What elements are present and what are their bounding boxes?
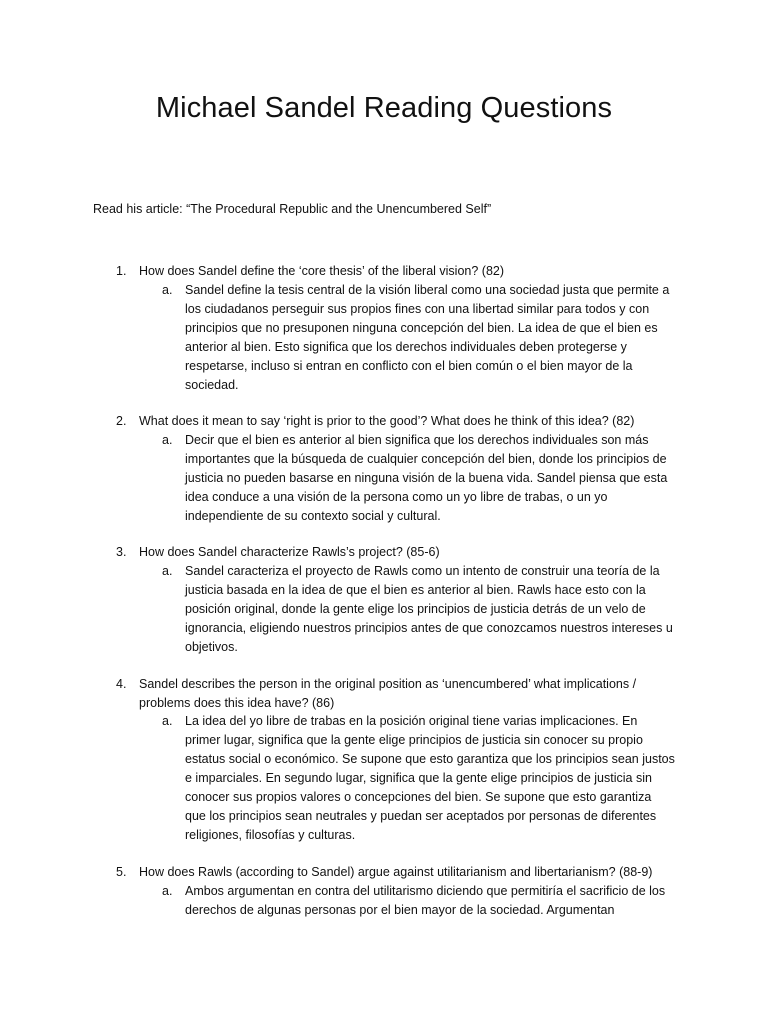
answer-text: La idea del yo libre de trabas en la posición original tiene varias implicaciones. En primer lugar, significa que la gente elige principios de justicia sin conocer su propio estatus social o económico. Se supone que esto garantiza que los principios sean justos e imparciales. En segundo lugar, significa que la gente elige principios de justicia sin conocer sus propios valores o concepciones del bien. Se supone que esto garantiza que los principios sean neutrales y puedan ser aceptados por personas de diferentes religiones, filosofías y culturas. xyxy=(185,714,675,842)
question-text: What does it mean to say ‘right is prior to the good’? What does he think of this idea? (82) xyxy=(139,414,635,428)
answer-text: Ambos argumentan en contra del utilitarismo diciendo que permitiría el sacrificio de los derechos de algunas personas por el bien mayor de la sociedad. Argumentan xyxy=(185,884,666,917)
question-text: How does Sandel define the ‘core thesis’ of the liberal vision? (82) xyxy=(139,264,505,278)
question-number: 5. xyxy=(116,865,127,879)
answer-letter: a. xyxy=(162,433,173,447)
answer-text: Sandel caracteriza el proyecto de Rawls como un intento de construir una teoría de la justicia basada en la idea de que el bien es anterior al bien. Rawls hace esto con la posición original, donde la gente elige los principios de justicia detrás de un velo de ignorancia, eligiendo nuestros principios antes de que conozcamos nuestros intereses u objetivos. xyxy=(185,564,673,654)
answer-text: Decir que el bien es anterior al bien significa que los derechos individuales son más importantes que la búsqueda de cualquier concepción del bien, donde los principios de justicia no pueden basarse en ninguna visión de la buena vida. Sandel piensa que esta idea conduce a una visión de la persona como un yo libre de trabas, o un yo independiente de su contexto social y cultural. xyxy=(185,433,668,523)
answer-letter: a. xyxy=(162,884,173,898)
question-text: How does Rawls (according to Sandel) argue against utilitarianism and libertarianism? (88-9) xyxy=(139,865,653,879)
answer-letter: a. xyxy=(162,564,173,578)
question-number: 1. xyxy=(116,264,127,278)
question-number: 4. xyxy=(116,677,127,691)
question-number: 2. xyxy=(116,414,127,428)
answer-letter: a. xyxy=(162,714,173,728)
answer-text: Sandel define la tesis central de la visión liberal como una sociedad justa que permite a los ciudadanos perseguir sus propios fines con una libertad similar para todos y con principios que no presuponen ninguna concepción del bien. La idea de que el bien es anterior al bien. Esto significa que los derechos individuales deben protegerse y respetarse, incluso si entran en conflicto con el bien común o el bien mayor de la sociedad. xyxy=(185,283,670,392)
question-text: Sandel describes the person in the original position as ‘unencumbered’ what implications / problems does this idea have? (86) xyxy=(139,677,637,710)
question-text: How does Sandel characterize Rawls’s project? (85-6) xyxy=(139,545,440,559)
document-title: Michael Sandel Reading Questions xyxy=(155,92,613,124)
answer-letter: a. xyxy=(162,283,173,297)
intro-line: Read his article: “The Procedural Republic and the Unencumbered Self” xyxy=(93,202,492,216)
question-number: 3. xyxy=(116,545,127,559)
